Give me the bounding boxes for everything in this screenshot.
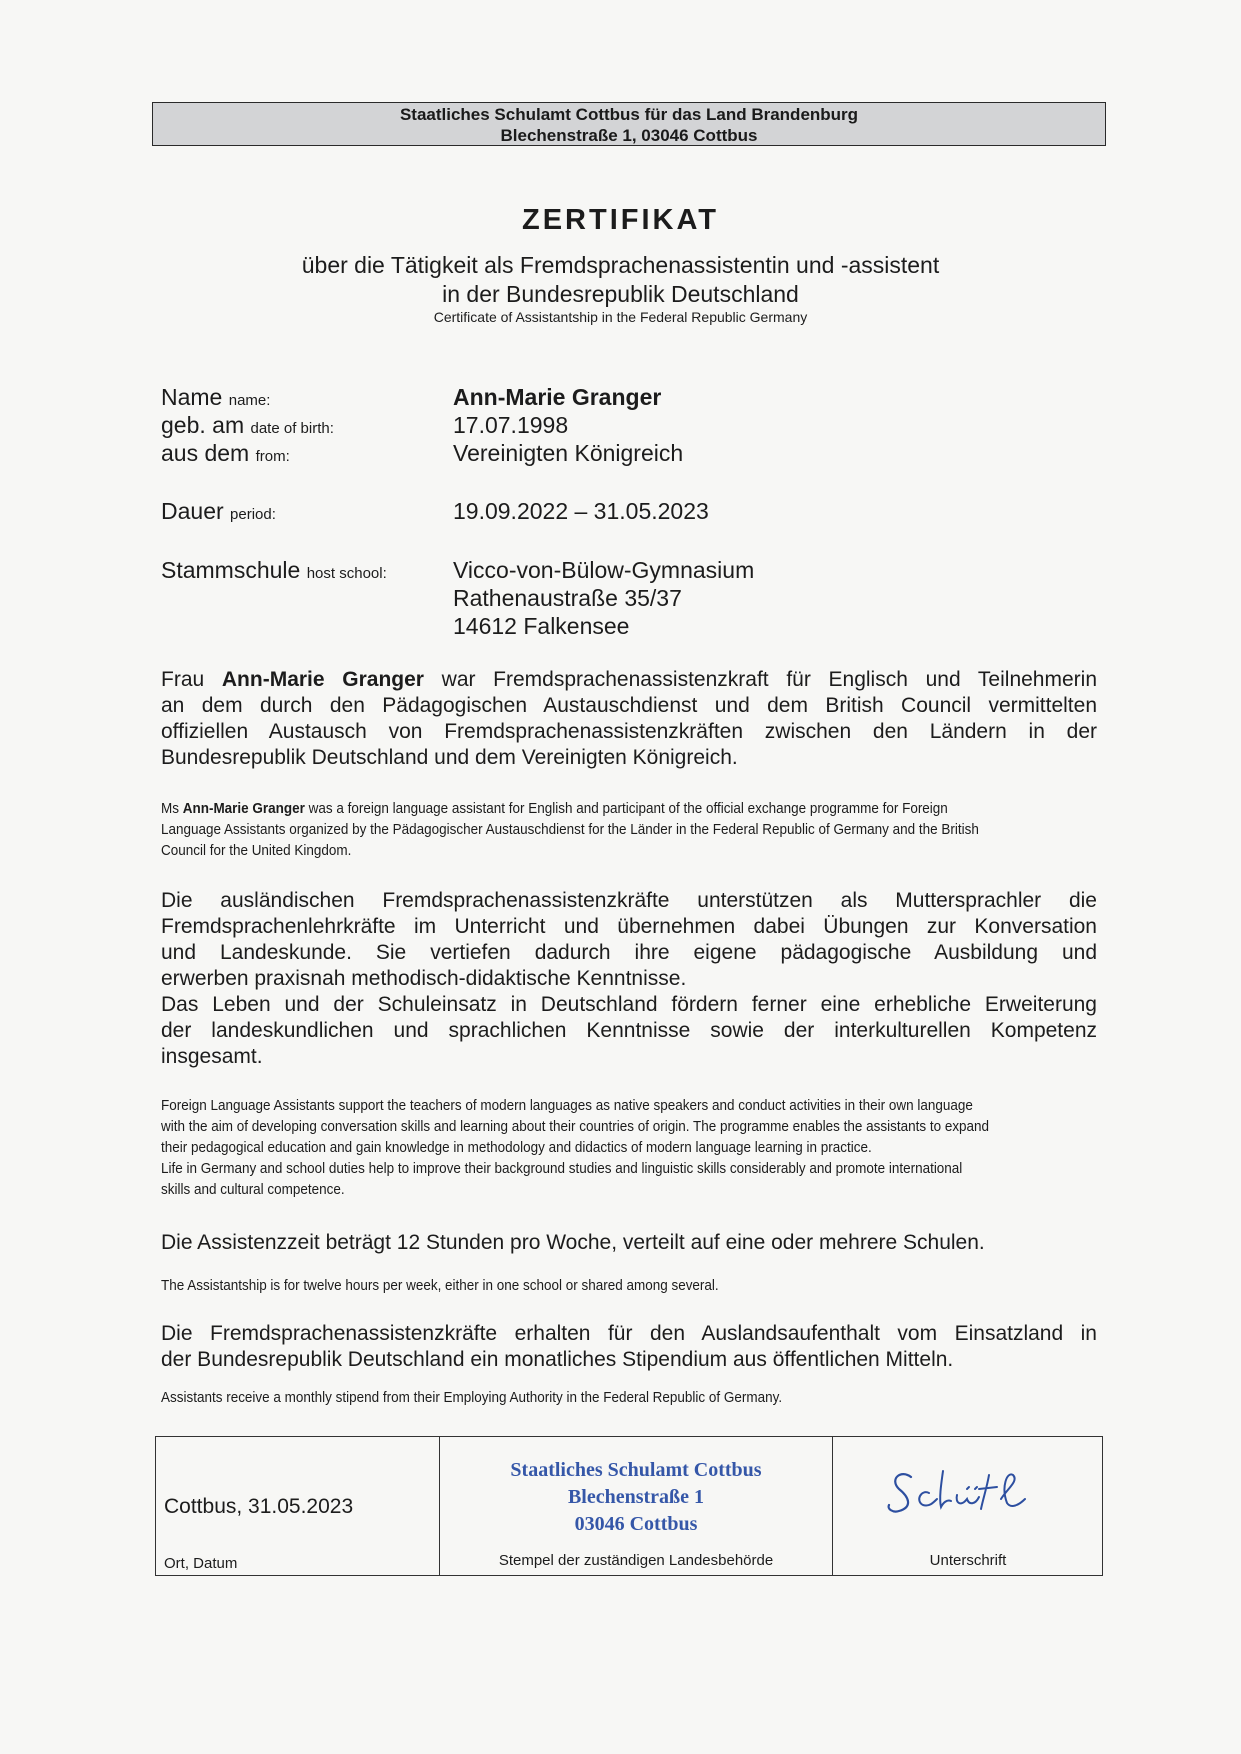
paragraph-line: skills and cultural competence. xyxy=(161,1182,345,1198)
paragraph-line: Council for the United Kingdom. xyxy=(161,843,352,859)
paragraph-line: Foreign Language Assistants support the teachers of modern languages as native speakers and conduct activities in their own language xyxy=(161,1098,973,1114)
paragraph-line: erwerben praxisnah methodisch-didaktische Kenntnisse. xyxy=(161,967,687,990)
paragraph-line: Frau Ann-Marie Granger war Fremdsprachenassistenzkraft für Englisch und Teilnehmerin xyxy=(161,668,1097,691)
paragraph-line: Life in Germany and school duties help to improve their background studies and linguistic skills considerably and promote international xyxy=(161,1161,963,1177)
official-stamp xyxy=(440,1457,832,1538)
paragraph-line: Das Leben und der Schuleinsatz in Deutschland fördern ferner eine erhebliche Erweiterung xyxy=(161,993,1097,1016)
stamp-line-3: 03046 Cottbus xyxy=(574,1513,698,1535)
paragraph-line: Ms Ann-Marie Granger was a foreign language assistant for English and participant of the official exchange programme for Foreign xyxy=(161,801,948,817)
dob-label: geb. am date of birth: xyxy=(161,412,334,438)
paragraph-4-en xyxy=(161,1388,1097,1409)
stamp-label: Stempel der zuständigen Landesbehörde xyxy=(498,1552,774,1569)
from-label: aus dem from: xyxy=(161,440,290,466)
paragraph-line: Die Fremdsprachenassistenzkräfte erhalten für den Auslandsaufenthalt vom Einsatzland in xyxy=(161,1322,1097,1345)
school-name: Vicco-von-Bülow-Gymnasium xyxy=(453,557,755,583)
paragraph-line: der landeskundlichen und sprachlichen Kenntnisse sowie der interkulturellen Kompetenz xyxy=(161,1019,1097,1042)
subtitle-line-1: über die Tätigkeit als Fremdsprachenassistentin und -assistent xyxy=(301,252,940,278)
from-value: Vereinigten Königreich xyxy=(453,440,684,466)
paragraph-line: Bundesrepublik Deutschland und dem Vereinigten Königreich. xyxy=(161,746,738,769)
paragraph-3-en xyxy=(161,1276,1097,1297)
paragraph-2-en xyxy=(161,1096,1097,1201)
paragraph-line: und Landeskunde. Sie vertiefen dadurch ihre eigene pädagogische Ausbildung und xyxy=(161,941,1097,964)
authority-header xyxy=(152,102,1106,146)
paragraph-line: der Bundesrepublik Deutschland ein monatliches Stipendium aus öffentlichen Mitteln. xyxy=(161,1348,954,1371)
paragraph-2-de xyxy=(161,888,1097,1070)
paragraph-line: Die ausländischen Fremdsprachenassistenzkräfte unterstützen als Muttersprachler die xyxy=(161,889,1097,912)
paragraph-3-de xyxy=(161,1230,1097,1256)
school-city: 14612 Falkensee xyxy=(453,613,630,639)
school-value xyxy=(453,556,754,640)
name-label: Name name: xyxy=(161,384,271,410)
subtitle-line-2: in der Bundesrepublik Deutschland xyxy=(442,281,799,307)
period-value: 19.09.2022 – 31.05.2023 xyxy=(453,498,709,524)
signature-cell xyxy=(833,1437,1103,1575)
paragraph-line: an dem durch den Pädagogischen Austauschdienst und dem British Council vermittelten xyxy=(161,694,1097,717)
paragraph-line: offiziellen Austausch von Fremdsprachenassistenzkräften zwischen den Ländern in der xyxy=(161,720,1097,743)
paragraph-line: Die Assistenzzeit beträgt 12 Stunden pro Woche, verteilt auf eine oder mehrere Schulen. xyxy=(161,1231,985,1254)
subtitle-english: Certificate of Assistantship in the Federal Republic Germany xyxy=(433,309,808,325)
dob-value: 17.07.1998 xyxy=(453,412,569,438)
school-street: Rathenaustraße 35/37 xyxy=(453,585,682,611)
authority-line-2: Blechenstraße 1, 03046 Cottbus xyxy=(500,126,758,145)
place-date-label: Ort, Datum xyxy=(164,1555,238,1572)
place-date-cell xyxy=(156,1437,440,1575)
stamp-line-1: Staatliches Schulamt Cottbus xyxy=(510,1459,762,1481)
stamp-cell xyxy=(440,1437,833,1575)
paragraph-line: insgesamt. xyxy=(161,1045,263,1068)
paragraph-line: The Assistantship is for twelve hours per week, either in one school or shared among several. xyxy=(161,1278,719,1294)
school-label: Stammschule host school: xyxy=(161,557,387,583)
paragraph-line: their pedagogical education and gain knowledge in methodology and didactics of modern language learning in practice. xyxy=(161,1140,872,1156)
signature-label: Unterschrift xyxy=(929,1552,1007,1569)
place-date: Cottbus, 31.05.2023 xyxy=(164,1495,354,1518)
paragraph-4-de xyxy=(161,1321,1097,1373)
period-label: Dauer period: xyxy=(161,498,276,524)
handwritten-signature xyxy=(883,1459,1043,1519)
paragraph-line: with the aim of developing conversation skills and learning about their countries of origin. The programme enables the assistants to expand xyxy=(161,1119,990,1135)
paragraph-1-de xyxy=(161,667,1097,771)
paragraph-line: Fremdsprachenlehrkräfte im Unterricht und übernehmen dabei Übungen zur Konversation xyxy=(161,915,1097,938)
signature-table xyxy=(155,1436,1103,1576)
authority-line-1: Staatliches Schulamt Cottbus für das Land Brandenburg xyxy=(399,105,859,124)
paragraph-line: Assistants receive a monthly stipend from their Employing Authority in the Federal Republic of Germany. xyxy=(161,1390,783,1406)
paragraph-line: Language Assistants organized by the Pädagogischer Austauschdienst for the Länder in the Federal Republic of Germany and the British xyxy=(161,822,979,838)
name-value: Ann-Marie Granger xyxy=(453,384,662,410)
paragraph-1-en xyxy=(161,799,1097,862)
stamp-line-2: Blechenstraße 1 xyxy=(567,1486,705,1508)
certificate-title: ZERTIFIKAT xyxy=(522,204,719,236)
